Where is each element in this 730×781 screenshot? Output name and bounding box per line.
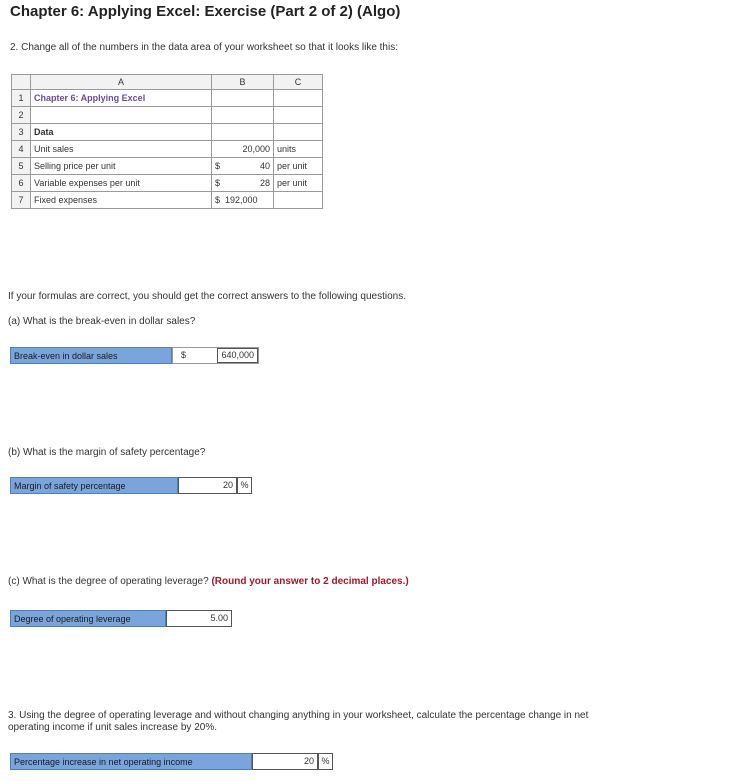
row-number: 7 <box>12 192 31 209</box>
net-income-increase-input[interactable]: 20 <box>252 753 318 770</box>
percent-sign: % <box>237 477 252 494</box>
column-header-c: C <box>274 75 323 90</box>
cell-c6: per unit <box>274 175 323 192</box>
cell-value: 28 <box>259 178 270 188</box>
cell-a5: Selling price per unit <box>31 158 212 175</box>
question-c-text: (c) What is the degree of operating leverage? <box>8 576 209 587</box>
cell-c5: per unit <box>274 158 323 175</box>
cell-b4 <box>212 141 274 158</box>
percent-sign: % <box>318 753 333 770</box>
instruction-text: 2. Change all of the numbers in the data area of your worksheet so that it looks like this: <box>10 42 398 53</box>
cell-value: 192,000 <box>225 195 258 205</box>
question-c <box>8 576 409 587</box>
row-number: 1 <box>12 90 31 107</box>
sheet-row <box>12 158 323 175</box>
row-number: 2 <box>12 107 31 124</box>
sheet-row <box>12 90 323 107</box>
cell-b6 <box>212 175 274 192</box>
row-number: 3 <box>12 124 31 141</box>
sheet-row <box>12 141 323 158</box>
row-number: 4 <box>12 141 31 158</box>
break-even-value[interactable]: 640,000 <box>217 348 258 363</box>
row-number: 5 <box>12 158 31 175</box>
cell-a1: Chapter 6: Applying Excel <box>31 90 212 107</box>
cell-b3 <box>212 124 274 141</box>
sheet-row <box>12 124 323 141</box>
question-b: (b) What is the margin of safety percentage? <box>8 447 206 458</box>
cell-a3: Data <box>31 124 212 141</box>
margin-of-safety-label: Margin of safety percentage <box>10 477 178 494</box>
cell-b2 <box>212 107 274 124</box>
currency-symbol: $ <box>215 161 221 171</box>
page-title: Chapter 6: Applying Excel: Exercise (Part 2 of 2) (Algo) <box>10 3 401 20</box>
cell-a2 <box>31 107 212 124</box>
margin-of-safety-input[interactable]: 20 <box>178 477 237 494</box>
question-3-line2: operating income if unit sales increase by 20%. <box>8 722 218 733</box>
cell-value: 20,000 <box>242 144 270 154</box>
cell-a6: Variable expenses per unit <box>31 175 212 192</box>
rounding-note: (Round your answer to 2 decimal places.) <box>211 576 409 587</box>
cell-b1 <box>212 90 274 107</box>
sheet-row <box>12 107 323 124</box>
row-number: 6 <box>12 175 31 192</box>
question-a: (a) What is the break-even in dollar sales? <box>8 316 196 327</box>
cell-a4: Unit sales <box>31 141 212 158</box>
cell-c4: units <box>274 141 323 158</box>
cell-c3 <box>274 124 323 141</box>
column-header-row <box>12 75 323 90</box>
net-income-increase-label: Percentage increase in net operating income <box>10 753 252 770</box>
cell-b7 <box>212 192 274 209</box>
cell-c2 <box>274 107 323 124</box>
operating-leverage-input[interactable]: 5.00 <box>166 610 232 627</box>
sheet-row <box>12 175 323 192</box>
currency-symbol: $ <box>215 178 221 188</box>
cell-b5 <box>212 158 274 175</box>
cell-value: 40 <box>259 161 270 171</box>
currency-symbol: $ <box>215 195 221 205</box>
sheet-row <box>12 192 323 209</box>
corner-cell <box>12 75 31 90</box>
cell-c1 <box>274 90 323 107</box>
intro-text: If your formulas are correct, you should get the correct answers to the following questions. <box>8 291 406 302</box>
question-3-line1: 3. Using the degree of operating leverage and without changing anything in your worksheet, calculate the percentage change in net <box>8 710 589 721</box>
spreadsheet <box>11 74 323 209</box>
column-header-b: B <box>212 75 274 90</box>
column-header-a: A <box>31 75 212 90</box>
operating-leverage-label: Degree of operating leverage <box>10 610 166 627</box>
cell-c7 <box>274 192 323 209</box>
cell-a7: Fixed expenses <box>31 192 212 209</box>
dollar-sign: $ <box>181 350 187 360</box>
break-even-label: Break-even in dollar sales <box>10 347 172 364</box>
